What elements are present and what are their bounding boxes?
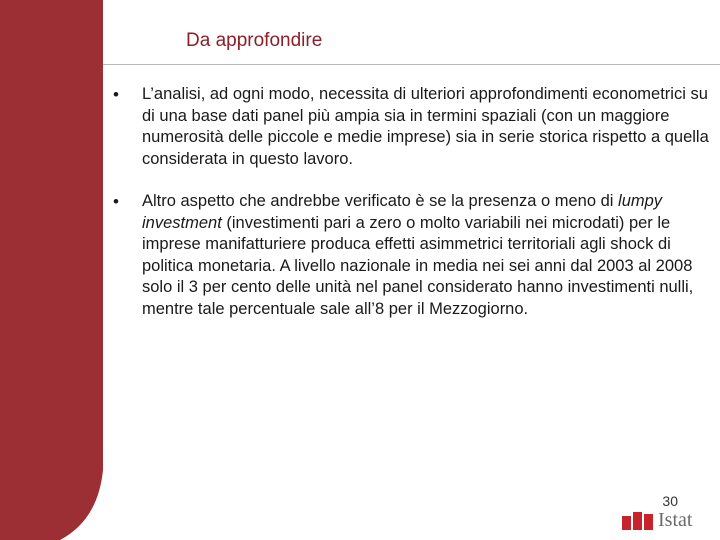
bullet-text-segment: Altro aspetto che andrebbe verificato è se la presenza o meno di [142,192,619,210]
bullet-text [142,84,713,170]
sidebar-decoration [0,0,103,540]
bullet-list [113,84,713,341]
istat-logo-icon [622,512,655,530]
bullet-text-segment: L’analisi, ad ogni modo, necessita di ulteriori approfondimenti econometrici su di una base dati panel più ampia sia in termini spaziali (con un maggiore numerosità delle piccole e medie imprese) sia in serie storica rispetto a quella considerata in questo lavoro. [142,85,709,168]
bullet-marker: • [113,85,119,104]
page-number: 30 [662,493,678,509]
page-title: Da approfondire [186,30,323,51]
istat-logo [622,510,692,530]
title-divider [103,64,720,65]
bullet-marker: • [113,192,119,211]
bullet-item [113,191,713,320]
istat-logo-text: Istat [658,509,693,531]
bullet-item [113,84,713,170]
sidebar-curve [0,0,103,540]
bullet-text [142,191,713,320]
bullet-text-italic-term: lumpy investment [142,192,663,232]
bullet-text-segment: (investimenti pari a zero o molto variabili nei microdati) per le imprese manifatturiere produca effetti asimmetrici territoriali agli shock di politica monetaria. A livello nazionale in media nei sei anni dal 2003 al 2008 solo il 3 per cento delle unità nel panel considerato hanno investimenti nulli, mentre tale percentuale sale all’8 per il Mezzogiorno. [142,213,694,318]
